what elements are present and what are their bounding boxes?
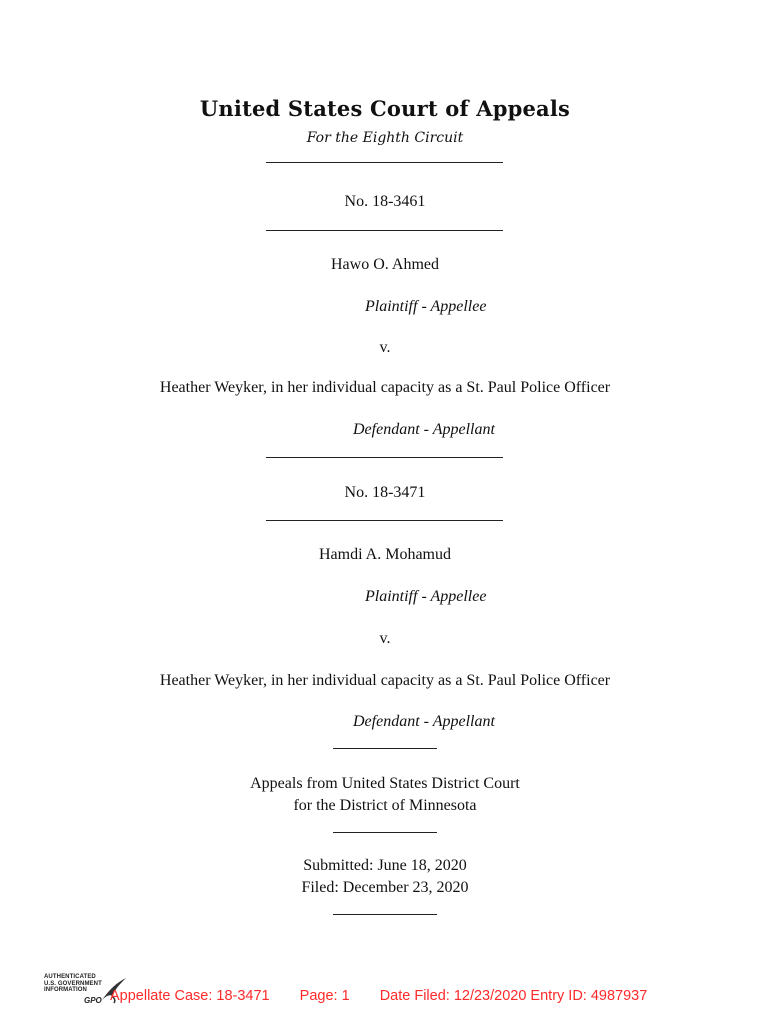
- footer-page: Page: 1: [299, 988, 350, 1004]
- footer-filed: Date Filed: 12/23/2020 Entry ID: 4987937: [379, 988, 648, 1004]
- gpo-line-3: INFORMATION: [44, 987, 87, 993]
- case-number-2: No. 18-3471: [344, 484, 426, 501]
- gpo-line-2: U.S. GOVERNMENT: [44, 980, 102, 987]
- divider: [333, 748, 437, 749]
- versus-1: v.: [379, 339, 391, 356]
- defendant-name-2: Heather Weyker, in her individual capacity as a St. Paul Police Officer: [159, 672, 611, 689]
- versus-2: v.: [379, 630, 391, 647]
- gpo-line-1: AUTHENTICATED: [44, 974, 96, 980]
- defendant-role-2: Defendant - Appellant: [353, 713, 495, 730]
- plaintiff-name-2: Hamdi A. Mohamud: [319, 546, 451, 563]
- plaintiff-name-1: Hawo O. Ahmed: [331, 256, 439, 273]
- gpo-logo-text: [44, 974, 102, 994]
- case-number-1: No. 18-3461: [344, 193, 426, 210]
- defendant-role-1: Defendant - Appellant: [353, 421, 495, 438]
- divider: [266, 457, 503, 458]
- divider: [333, 832, 437, 833]
- circuit-subtitle: For the Eighth Circuit: [306, 130, 464, 146]
- plaintiff-role-2: Plaintiff - Appellee: [365, 588, 487, 605]
- court-title: United States Court of Appeals: [199, 96, 571, 121]
- defendant-name-1: Heather Weyker, in her individual capacity as a St. Paul Police Officer: [159, 379, 611, 396]
- gpo-mark: GPO: [84, 996, 102, 1005]
- divider: [333, 914, 437, 915]
- appeal-line-1: Appeals from United States District Court: [250, 775, 520, 792]
- plaintiff-role-1: Plaintiff - Appellee: [365, 298, 487, 315]
- filed-date: Filed: December 23, 2020: [301, 879, 469, 896]
- divider: [266, 520, 503, 521]
- filing-footer: [110, 988, 673, 1004]
- divider: [266, 162, 503, 163]
- appeal-line-2: for the District of Minnesota: [293, 797, 477, 814]
- submitted-date: Submitted: June 18, 2020: [303, 857, 467, 874]
- divider: [266, 230, 503, 231]
- footer-case: Appellate Case: 18-3471: [110, 988, 270, 1004]
